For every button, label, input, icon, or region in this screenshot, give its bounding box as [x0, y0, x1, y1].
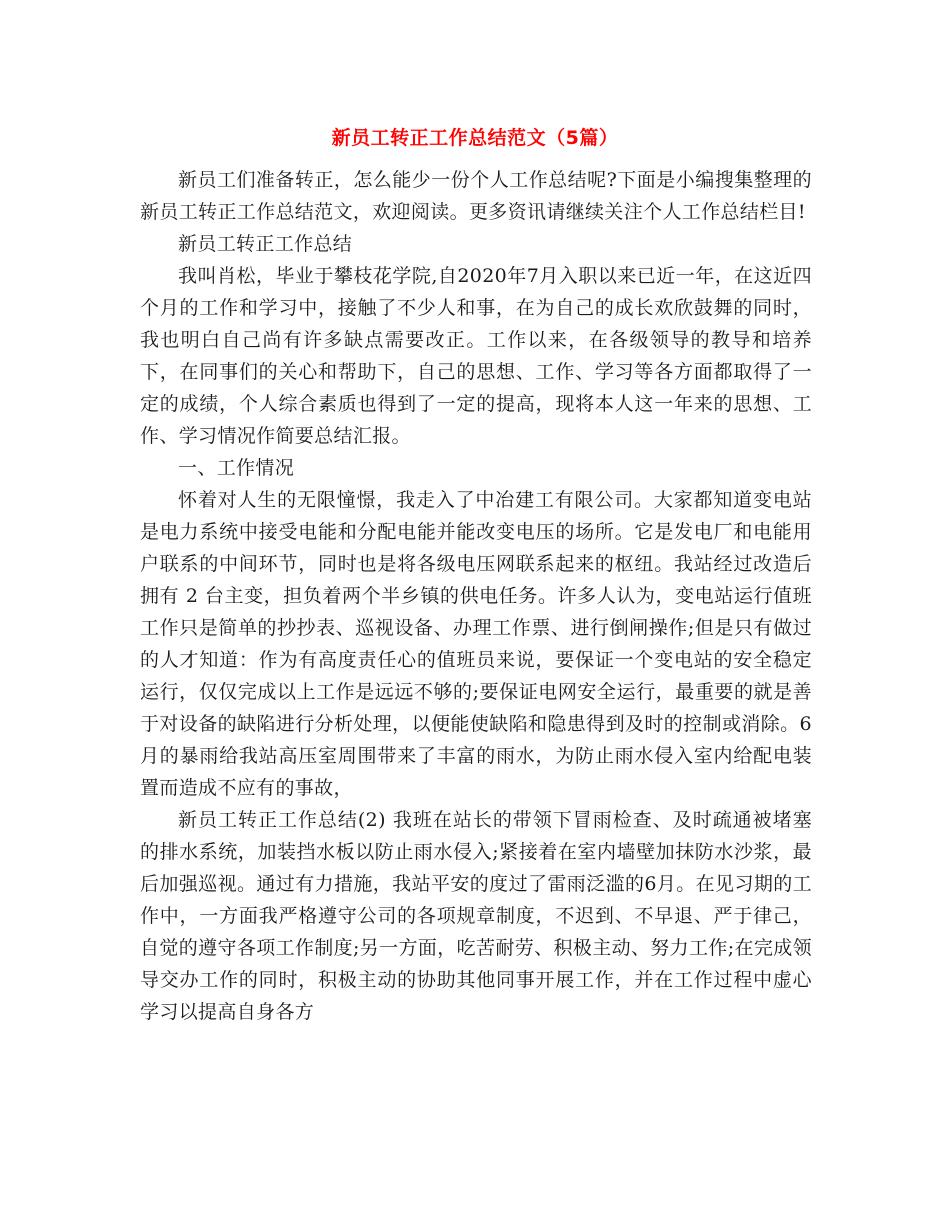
intro-paragraph: 新员工们准备转正，怎么能少一份个人工作总结呢?下面是小编搜集整理的新员工转正工作总结范文，欢迎阅读。更多资讯请继续关注个人工作总结栏目! — [140, 169, 812, 223]
document-body — [140, 164, 812, 1028]
document-title: 新员工转正工作总结范文（5篇） — [331, 127, 619, 149]
work-situation-heading: 一、工作情况 — [178, 457, 295, 479]
summary-part-2-paragraph: 新员工转正工作总结(2) 我班在站长的带领下冒雨检查、及时疏通被堵塞的排水系统，加装挡水板以防止雨水侵入;紧接着在室内墙壁加抹防水沙浆，最后加强巡视。通过有力措施，我站平安的度过了雷雨泛滥的6月。在见习期的工作中，一方面我严格遵守公司的各项规章制度，不迟到、不早退、严于律己，自觉的遵守各项工作制度;另一方面，吃苦耐劳、积极主动、努力工作;在完成领导交办工作的同时，积极主动的协助其他同事开展工作，并在工作过程中虚心学习以提高自身各方 — [140, 809, 812, 1023]
self-introduction-paragraph: 我叫肖松，毕业于攀枝花学院,自2020年7月入职以来已近一年，在这近四个月的工作和学习中，接触了不少人和事，在为自己的成长欢欣鼓舞的同时，我也明白自己尚有许多缺点需要改正。工作以来，在各级领导的教导和培养下，在同事们的关心和帮助下，自己的思想、工作、学习等各方面都取得了一定的成绩，个人综合素质也得到了一定的提高，现将本人这一年来的思想、工作、学习情况作简要总结汇报。 — [140, 265, 812, 447]
section-heading: 新员工转正工作总结 — [178, 233, 353, 255]
work-situation-paragraph: 怀着对人生的无限憧憬，我走入了中冶建工有限公司。大家都知道变电站是电力系统中接受电能和分配电能并能改变电压的场所。它是发电厂和电能用户联系的中间环节，同时也是将各级电压网联系起来的枢纽。我站经过改造后拥有 2 台主变，担负着两个半乡镇的供电任务。许多人认为，变电站运行值班工作只是简单的抄抄表、巡视设备、办理工作票、进行倒闸操作;但是只有做过的人才知道：作为有高度责任心的值班员来说，要保证一个变电站的安全稳定运行，仅仅完成以上工作是远远不够的;要保证电网安全运行，最重要的就是善于对设备的缺陷进行分析处理，以便能使缺陷和隐患得到及时的控制或消除。6月的暴雨给我站高压室周围带来了丰富的雨水，为防止雨水侵入室内给配电装置而造成不应有的事故， — [140, 489, 812, 799]
